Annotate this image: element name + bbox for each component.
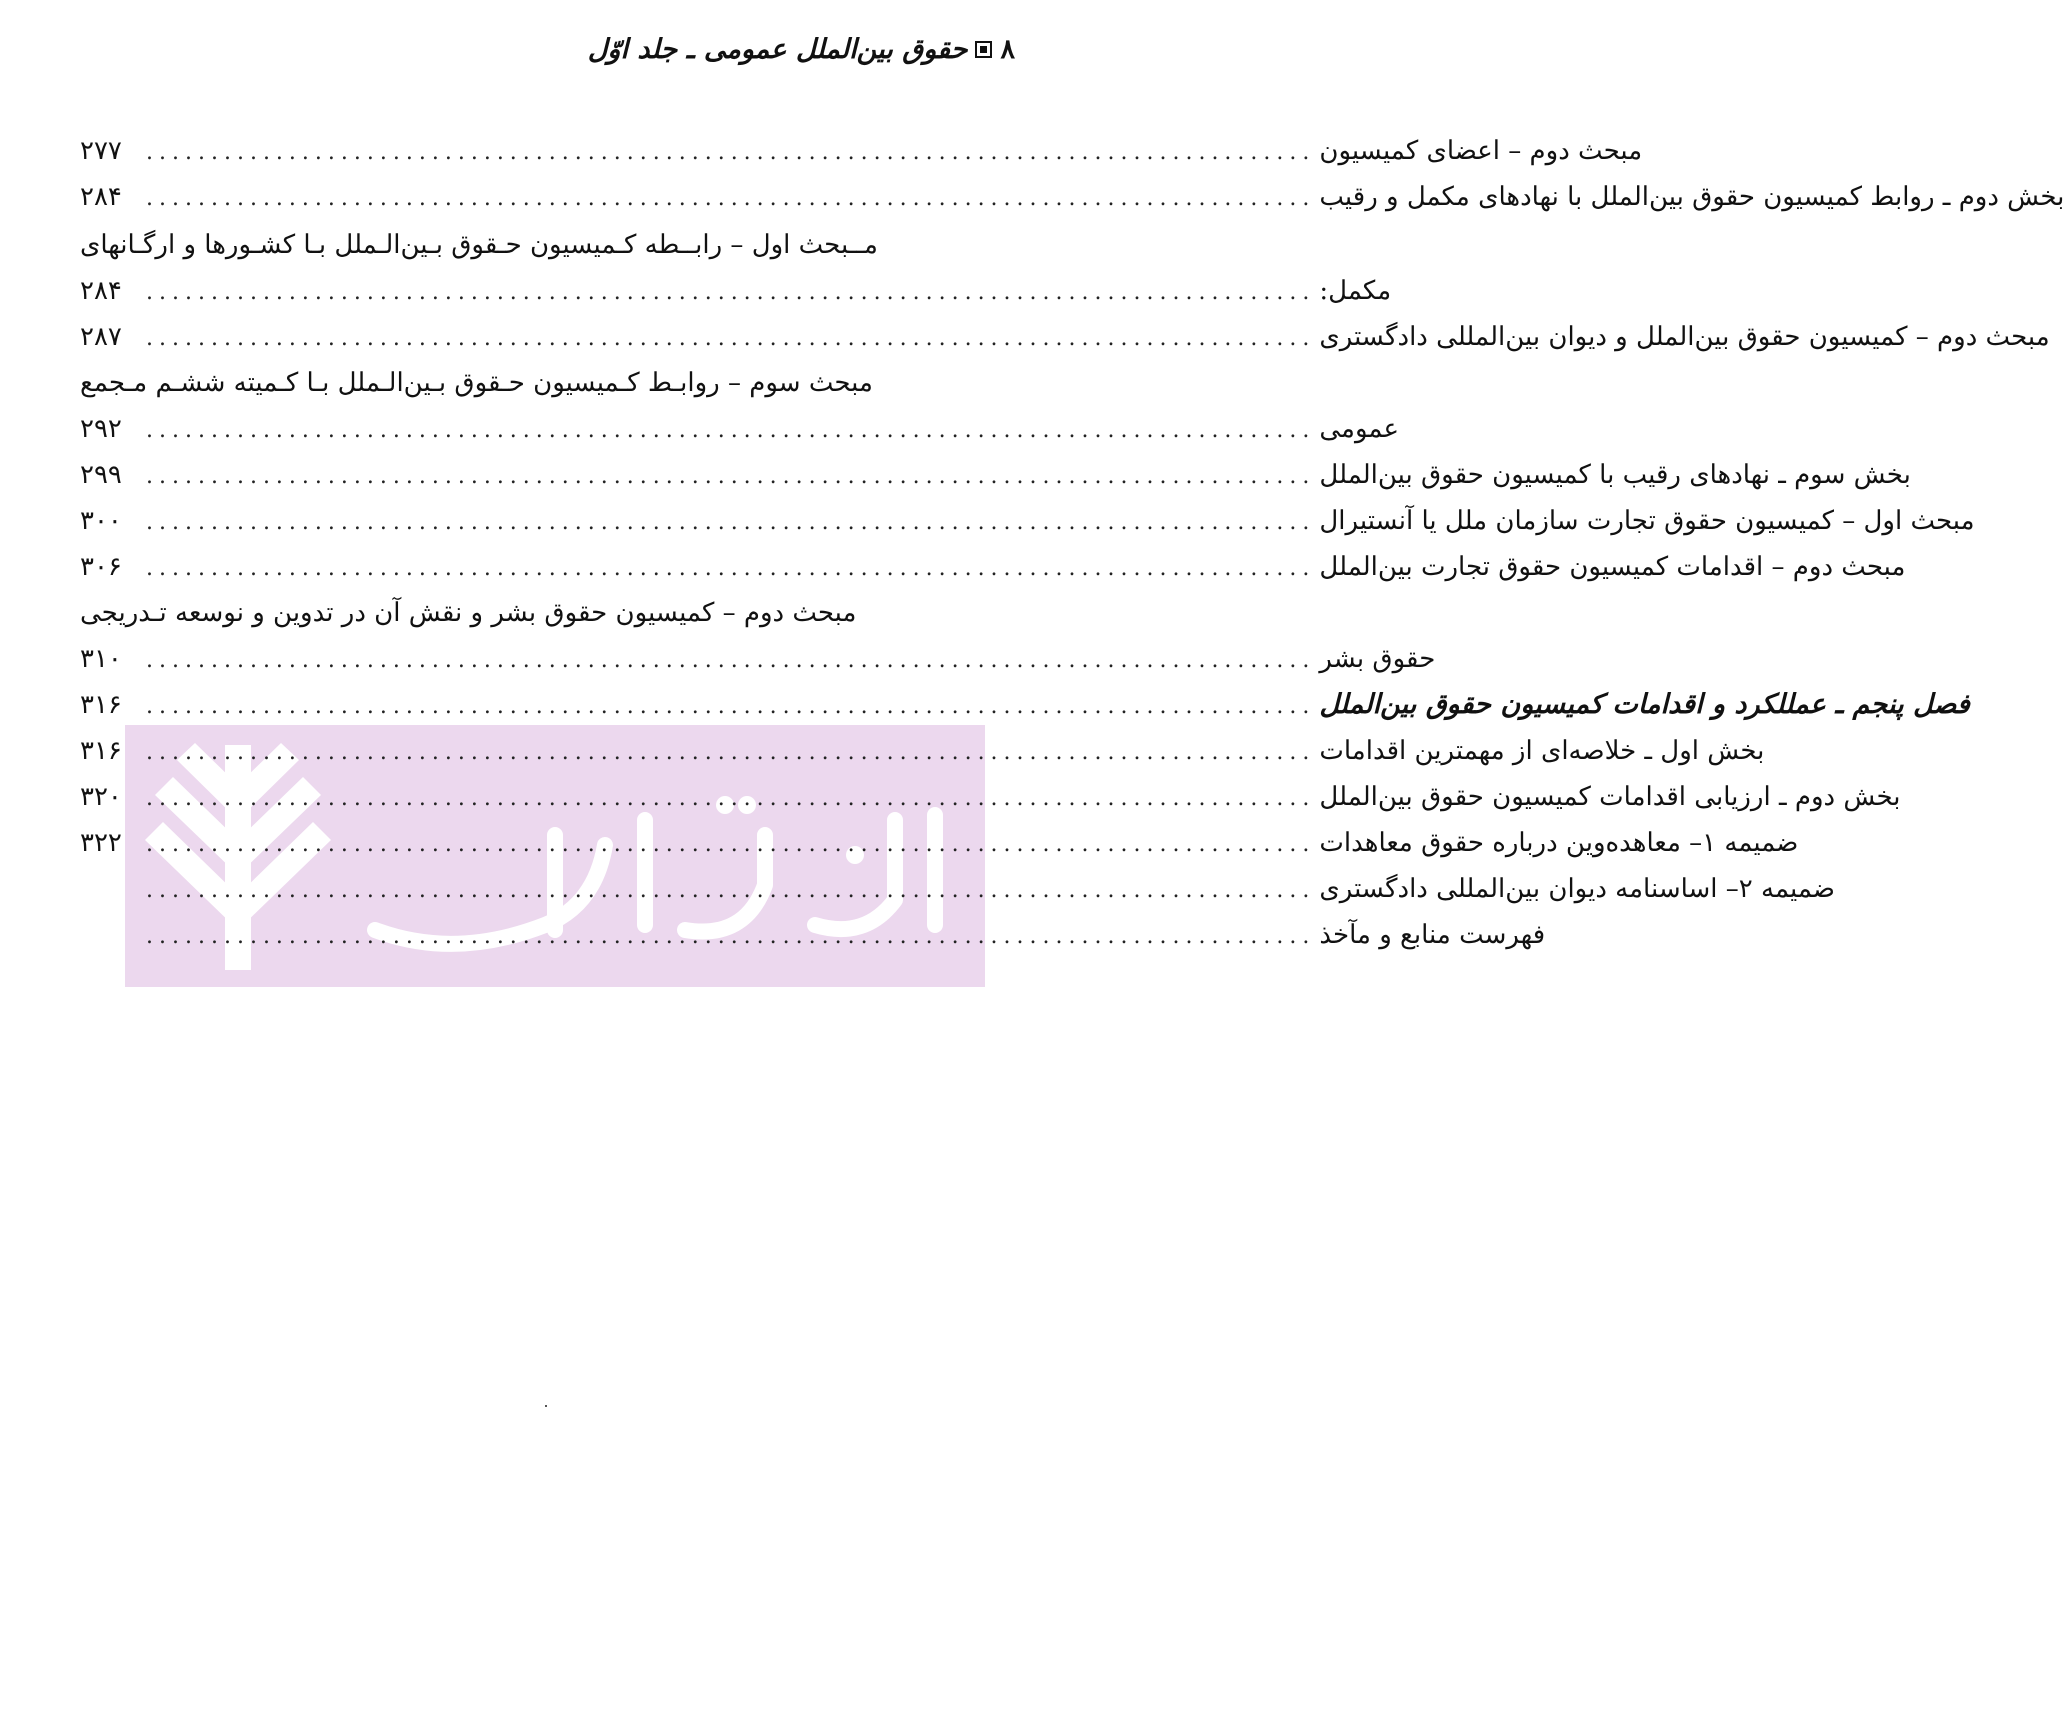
dot-leader: .......................................................................................... xyxy=(146,280,1316,305)
toc-entry xyxy=(80,452,1911,498)
toc-entry xyxy=(80,912,1546,958)
toc-entry-title: مبحث دوم – کمیسیون حقوق بشر و نقش آن در تدوین و نوسعه تـدریجی xyxy=(80,598,857,628)
toc-chapter-title: فصل پنجم ـ عمللکرد و اقدامات کمیسیون حقوق بین‌الملل xyxy=(1319,689,1970,720)
toc-entry xyxy=(80,590,857,636)
toc-entry xyxy=(80,498,1975,544)
toc-entry-page: ۳۱۰ xyxy=(80,644,122,674)
toc-entry xyxy=(80,174,2064,220)
toc-entry-title: حقوق بشر xyxy=(1319,644,1436,674)
toc-entry-title: بخش دوم ـ ارزیابی اقدامات کمیسیون حقوق بین‌الملل xyxy=(1319,782,1901,812)
toc-entry-title: فهرست منابع و مآخذ xyxy=(1319,920,1546,950)
toc-entry-title: بخش سوم ـ نهادهای رقیب با کمیسیون حقوق بین‌الملل xyxy=(1319,460,1911,490)
dot-leader: .......................................................................................... xyxy=(146,556,1316,581)
running-header xyxy=(588,34,1015,65)
toc-entry-page: ۲۸۴ xyxy=(80,182,122,212)
toc-entry-page: ۲۷۷ xyxy=(80,136,122,166)
toc-entry-page: ۳۲۲ xyxy=(80,828,122,858)
toc-entry-continuation xyxy=(80,406,1399,452)
toc-entry xyxy=(80,774,1901,820)
toc-entry-title: مبحث دوم – کمیسیون حقوق بین‌الملل و دیوان بین‌المللی دادگستری xyxy=(1319,322,2050,352)
square-bullet-icon xyxy=(975,41,992,58)
toc-entry-title: عمومی xyxy=(1319,414,1399,444)
toc-entry-continuation xyxy=(80,268,1392,314)
toc-entry-page: ۳۰۰ xyxy=(80,506,122,536)
toc-entry-page: ۲۹۲ xyxy=(80,414,122,444)
dot-leader: .......................................................................................... xyxy=(146,694,1316,719)
toc-entry-title: مبحث دوم – اقدامات کمیسیون حقوق تجارت بین‌الملل xyxy=(1319,552,1906,582)
toc-entry-title: مبحث سوم – روابـط کـمیسیون حـقوق بـین‌الـملل بـا کـمیته ششـم مـجمع xyxy=(80,368,873,398)
toc-entry-title: مبحث اول – کمیسیون حقوق تجارت سازمان ملل یا آنستیرال xyxy=(1319,506,1975,536)
dot-leader: .......................................................................................... xyxy=(146,740,1316,765)
toc-entry xyxy=(80,314,2050,360)
toc-entry-page: ۲۸۴ xyxy=(80,276,122,306)
toc-entry-page: ۲۸۷ xyxy=(80,322,122,352)
ink-speck xyxy=(545,1405,547,1407)
toc-entry-title: مــبحث اول – رابــطه کـمیسیون حـقوق بـین‌الـملل بـا کشـورها و ارگـانهای xyxy=(80,230,878,260)
toc-entry-title: مکمل: xyxy=(1319,276,1392,306)
toc-entry-page: ۲۹۹ xyxy=(80,460,122,490)
toc-entry xyxy=(80,820,1799,866)
toc-entry-page: ۳۰۶ xyxy=(80,552,122,582)
dot-leader: .......................................................................................... xyxy=(146,326,1316,351)
toc-entry-title: بخش دوم ـ روابط کمیسیون حقوق بین‌الملل با نهادهای مکمل و رقیب xyxy=(1319,182,2064,212)
toc-entry xyxy=(80,866,1835,912)
toc-entry xyxy=(80,222,878,268)
dot-leader: .......................................................................................... xyxy=(146,648,1316,673)
toc-entry-title: ضمیمه ۲– اساسنامه دیوان بین‌المللی دادگستری xyxy=(1319,874,1835,904)
toc-entry xyxy=(80,128,1643,174)
toc-entry-continuation xyxy=(80,636,1436,682)
toc-entry-page: ۳۱۶ xyxy=(80,690,122,720)
header-page-number: ۸ xyxy=(1000,34,1015,65)
toc-entry xyxy=(80,360,873,406)
dot-leader: .......................................................................................... xyxy=(146,924,1316,949)
toc-chapter-entry xyxy=(80,682,1970,728)
toc-entry-title: بخش اول ـ خلاصه‌ای از مهمترین اقدامات xyxy=(1319,736,1765,766)
toc-entry-title: ضمیمه ۱– معاهده‌وین درباره حقوق معاهدات xyxy=(1319,828,1799,858)
dot-leader: .......................................................................................... xyxy=(146,786,1316,811)
dot-leader: .......................................................................................... xyxy=(146,832,1316,857)
toc-entry xyxy=(80,728,1765,774)
dot-leader: .......................................................................................... xyxy=(146,418,1316,443)
toc-entry xyxy=(80,544,1906,590)
toc-entry-page: ۳۱۶ xyxy=(80,736,122,766)
dot-leader: .......................................................................................... xyxy=(146,186,1316,211)
header-title: حقوق بین‌الملل عمومی ـ جلد اوّل xyxy=(587,34,968,65)
dot-leader: .......................................................................................... xyxy=(146,878,1316,903)
dot-leader: .......................................................................................... xyxy=(146,510,1316,535)
dot-leader: .......................................................................................... xyxy=(146,140,1316,165)
toc-entry-title: مبحث دوم – اعضای کمیسیون xyxy=(1319,136,1643,166)
toc-entry-page: ۳۲۰ xyxy=(80,782,122,812)
dot-leader: .......................................................................................... xyxy=(146,464,1316,489)
